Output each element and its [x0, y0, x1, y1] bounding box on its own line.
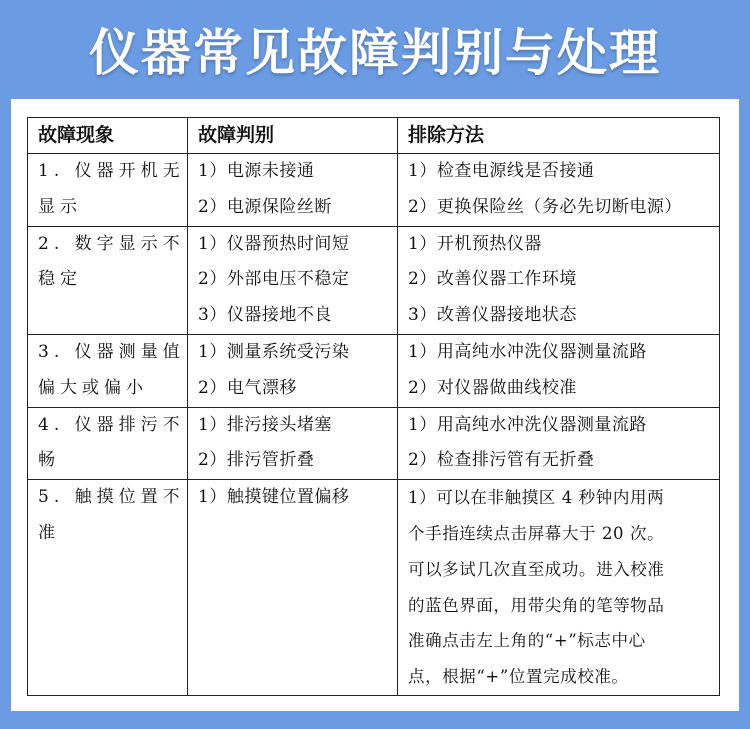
diagnosis-cell [188, 407, 398, 480]
diagnosis-line: 2）外部电压不稳定 [198, 269, 350, 290]
table-row [28, 480, 720, 696]
phenomenon-cell [28, 226, 188, 334]
diagnosis-line: 1）测量系统受污染 [198, 341, 350, 362]
phenomenon-cell [28, 334, 188, 407]
diagnosis-cell [188, 226, 398, 334]
phenomenon-line: 2. 数字显示不 [38, 233, 185, 254]
solution-line: 1）可以在非触摸区 4 秒钟内用两 [408, 488, 665, 508]
solution-cell [398, 480, 720, 696]
solution-line: 1）用高纯水冲洗仪器测量流路 [408, 341, 647, 362]
solution-line: 1）检查电源线是否接通 [408, 161, 595, 181]
solution-cell [398, 226, 720, 334]
solution-line: 点，根据“+”位置完成校准。 [408, 667, 629, 687]
header-phenomenon: 故障现象 [28, 118, 188, 154]
table-row [28, 334, 720, 407]
table-row [28, 226, 720, 334]
table-row [28, 407, 720, 480]
diagnosis-cell [188, 480, 398, 696]
phenomenon-line: 4. 仪器排污不 [38, 414, 185, 435]
phenomenon-line: 偏大或偏小 [38, 377, 148, 398]
diagnosis-line: 3）仪器接地不良 [198, 305, 332, 326]
phenomenon-line: 3. 仪器测量值 [38, 341, 185, 362]
diagnosis-cell [188, 334, 398, 407]
page-title: 仪器常见故障判别与处理 [89, 24, 661, 82]
solution-line: 2）更换保险丝（务必先切断电源） [408, 196, 682, 217]
diagnosis-line: 1）仪器预热时间短 [198, 233, 350, 254]
table-header-row [28, 118, 720, 154]
diagnosis-line: 1）触摸键位置偏移 [198, 487, 350, 508]
content-panel [11, 99, 739, 711]
phenomenon-line: 准 [38, 522, 60, 543]
solution-line: 个手指连续点击屏幕大于 20 次。 [408, 523, 665, 543]
phenomenon-cell [28, 480, 188, 696]
diagnosis-line: 1）排污接头堵塞 [198, 414, 332, 435]
phenomenon-line: 畅 [38, 450, 60, 471]
diagnosis-line: 2）电气漂移 [198, 377, 297, 398]
solution-cell [398, 407, 720, 480]
phenomenon-cell [28, 407, 188, 480]
solution-line: 2）改善仪器工作环境 [408, 269, 577, 290]
phenomenon-line: 5. 触摸位置不 [38, 487, 185, 508]
header-solution: 排除方法 [398, 118, 720, 154]
solution-cell [398, 334, 720, 407]
table-row [28, 154, 720, 227]
solution-line: 可以多试几次直至成功。进入校准 [408, 559, 665, 579]
diagnosis-line: 1）电源未接通 [198, 161, 315, 181]
solution-line: 准确点击左上角的“+”标志中心 [408, 631, 646, 651]
diagnosis-cell [188, 154, 398, 227]
phenomenon-line: 稳定 [38, 269, 82, 290]
solution-cell [398, 154, 720, 227]
diagnosis-line: 2）电源保险丝断 [198, 196, 332, 217]
diagnosis-line: 2）排污管折叠 [198, 450, 315, 471]
solution-line: 1）开机预热仪器 [408, 233, 542, 254]
header-diagnosis: 故障判别 [188, 118, 398, 154]
solution-line: 2）检查排污管有无折叠 [408, 450, 595, 471]
phenomenon-cell [28, 154, 188, 227]
phenomenon-line: 1. 仪器开机无 [38, 161, 185, 181]
solution-line: 1）用高纯水冲洗仪器测量流路 [408, 414, 647, 435]
solution-line: 的蓝色界面，用带尖角的笔等物品 [408, 595, 665, 615]
fault-table [27, 117, 720, 696]
solution-line: 2）对仪器做曲线校准 [408, 377, 577, 398]
solution-line: 3）改善仪器接地状态 [408, 305, 577, 326]
phenomenon-line: 显示 [38, 196, 82, 217]
